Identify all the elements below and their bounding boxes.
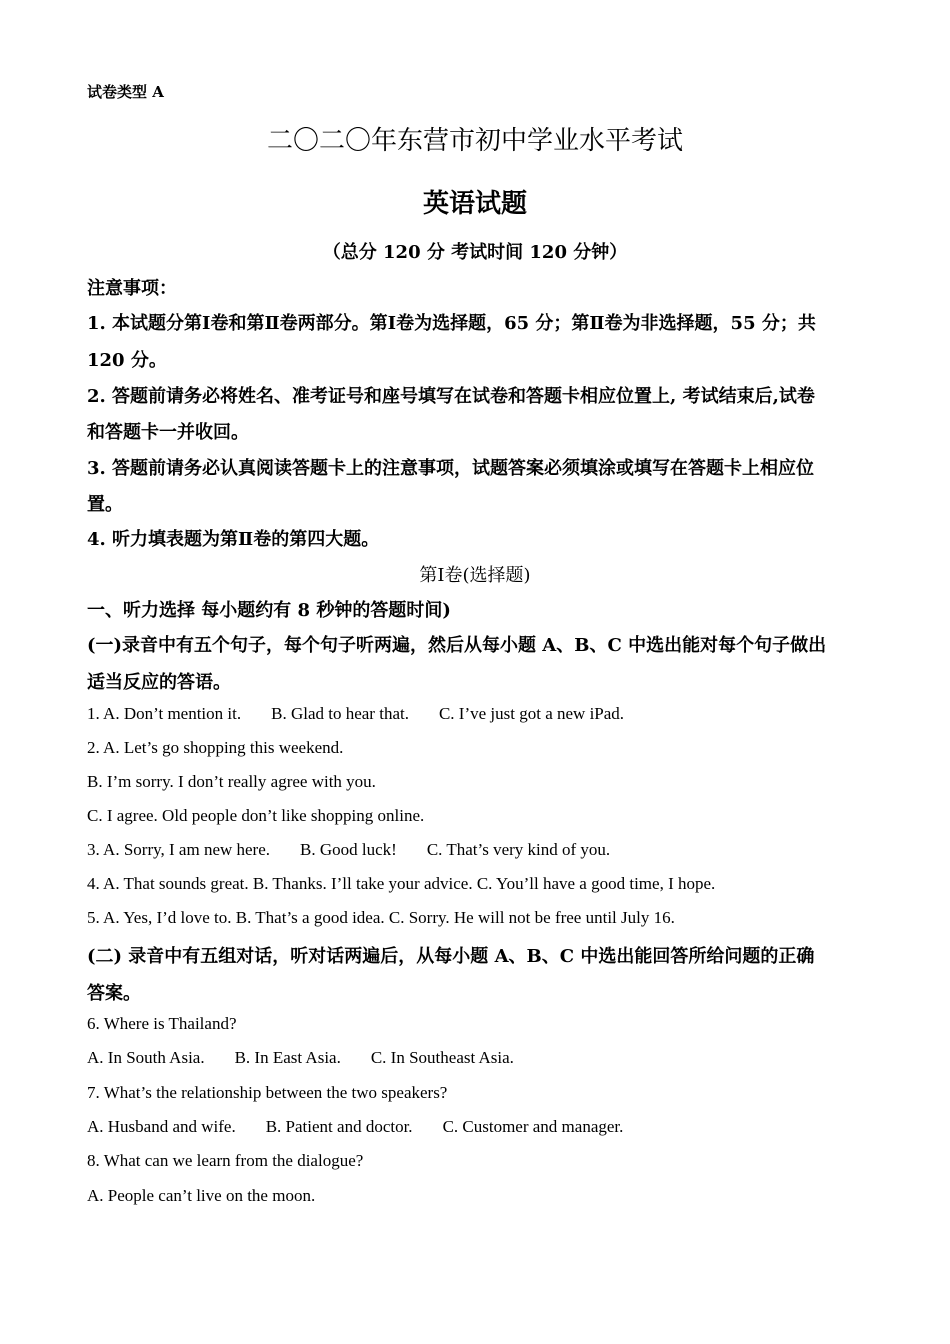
question-3 [87,840,863,860]
question-7-option-b: B. Patient and doctor. [265,1117,413,1136]
exam-subtitle: 英语试题 [422,189,527,219]
question-7-option-a: A. Husband and wife. [87,1117,236,1136]
notes-heading: 注意事项： [87,278,177,299]
question-1 [87,704,863,724]
note-item-3-line-2: 置。 [87,494,123,515]
subsection-2-line-1: (二) 录音中有五组对话，听对话两遍后，从每小题 A、B、C 中选出能回答所给问题的正确 [87,946,815,967]
note-item-3-line-1: 3. 答题前请务必认真阅读答题卡上的注意事项，试题答案必须填涂或填写在答题卡上相应位 [87,458,815,479]
exam-title: 二〇二〇年东营市初中学业水平考试 [266,126,683,156]
part1-heading: 第Ⅰ卷(选择题) [419,565,531,586]
question-2-option-b: B. I’m sorry. I don’t really agree with you. [87,772,376,791]
subsection-2-line-2: 答案。 [87,983,141,1004]
note-item-2-line-2: 和答题卡一并收回。 [87,422,249,443]
question-3-option-b: B. Good luck! [300,840,397,859]
note-item-4: 4. 听力填表题为第Ⅱ卷的第四大题。 [87,529,380,550]
question-1-option-b: B. Glad to hear that. [271,704,409,723]
question-3-option-a: 3. A. Sorry, I am new here. [87,840,271,859]
question-6-options [87,1048,863,1068]
question-2-option-a: 2. A. Let’s go shopping this weekend. [87,738,344,757]
question-6-option-b: B. In East Asia. [234,1048,341,1067]
paper-type-label: 试卷类型 A [87,83,164,101]
note-item-1-line-1: 1. 本试题分第Ⅰ卷和第Ⅱ卷两部分。第Ⅰ卷为选择题，65 分；第Ⅱ卷为非选择题，55 分；共 [87,313,816,334]
note-item-1-line-2: 120 分。 [87,350,167,371]
question-1-option-c: C. I’ve just got a new iPad. [438,704,625,723]
score-info: （总分 120 分 考试时间 120 分钟） [322,242,628,263]
section-title: 一、听力选择 每小题约有 8 秒钟的答题时间) [87,600,451,621]
question-7-options [87,1117,863,1137]
subsection-1-line-1: (一)录音中有五个句子，每个句子听两遍，然后从每小题 A、B、C 中选出能对每个句子做出 [87,635,827,656]
question-7: 7. What’s the relationship between the two speakers? [87,1083,448,1102]
question-5: 5. A. Yes, I’d love to. B. That’s a good idea. C. Sorry. He will not be free until July 16. [87,908,675,927]
question-7-option-c: C. Customer and manager. [442,1117,624,1136]
question-8: 8. What can we learn from the dialogue? [87,1151,364,1170]
question-3-option-c: C. That’s very kind of you. [426,840,611,859]
question-6: 6. Where is Thailand? [87,1014,237,1033]
question-6-option-c: C. In Southeast Asia. [370,1048,514,1067]
question-2-option-c: C. I agree. Old people don’t like shopping online. [87,806,425,825]
question-1-option-a: 1. A. Don’t mention it. [87,704,242,723]
question-4: 4. A. That sounds great. B. Thanks. I’ll take your advice. C. You’ll have a good time, I hope. [87,874,716,893]
question-6-option-a: A. In South Asia. [87,1048,205,1067]
subsection-1-line-2: 适当反应的答语。 [87,672,231,693]
note-item-2-line-1: 2. 答题前请务必将姓名、准考证号和座号填写在试卷和答题卡相应位置上, 考试结束后,试卷 [87,386,815,407]
question-8-option-a: A. People can’t live on the moon. [87,1186,316,1205]
